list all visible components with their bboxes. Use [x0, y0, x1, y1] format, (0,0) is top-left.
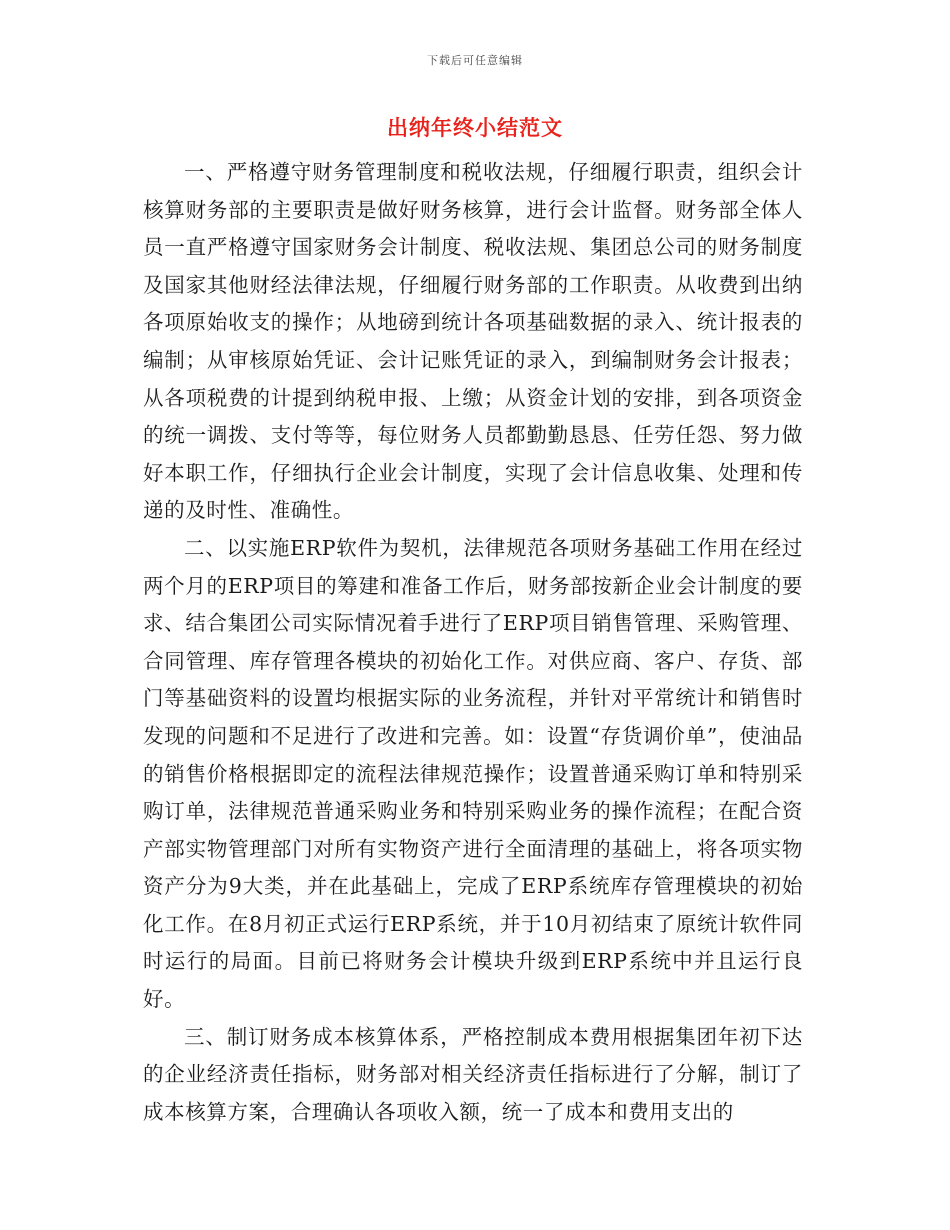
- paragraph-2: 二、以实施ERP软件为契机，法律规范各项财务基础工作用在经过两个月的ERP项目的筹建和准备工作后，财务部按新企业会计制度的要求、结合集团公司实际情况着手进行了ERP项目销售管理、采购管理、合同管理、库存管理各模块的初始化工作。对供应商、客户、存货、部门等基础资料的设置均根据实际的业务流程，并针对平常统计和销售时发现的问题和不足进行了改进和完善。如：设置“存货调价单”，使油品的销售价格根据即定的流程法律规范操作；设置普通采购订单和特别采购订单，法律规范普通采购业务和特别采购业务的操作流程；在配合资产部实物管理部门对所有实物资产进行全面清理的基础上，将各项实物资产分为9大类，并在此基础上，完成了ERP系统库存管理模块的初始化工作。在8月初正式运行ERP系统，并于10月初结束了原统计软件同时运行的局面。目前已将财务会计模块升级到ERP系统中并且运行良好。: [143, 535, 803, 1012]
- page-title: 出纳年终小结范文: [387, 116, 563, 140]
- paragraph-3: 三、制订财务成本核算体系，严格控制成本费用根据集团年初下达的企业经济责任指标，财务部对相关经济责任指标进行了分解，制订了成本核算方案，合理确认各项收入额，统一了成本和费用支出的: [143, 1024, 803, 1124]
- document-body: [143, 154, 803, 1131]
- download-note: 下载后可任意编辑: [427, 54, 523, 67]
- paragraph-1: 一、严格遵守财务管理制度和税收法规，仔细履行职责，组织会计核算财务部的主要职责是做好财务核算，进行会计监督。财务部全体人员一直严格遵守国家财务会计制度、税收法规、集团总公司的财务制度及国家其他财经法律法规，仔细履行财务部的工作职责。从收费到出纳各项原始收支的操作；从地磅到统计各项基础数据的录入、统计报表的编制；从审核原始凭证、会计记账凭证的录入，到编制财务会计报表；从各项税费的计提到纳税申报、上缴；从资金计划的安排，到各项资金的统一调拨、支付等等，每位财务人员都勤勤恳恳、任劳任怨、努力做好本职工作，仔细执行企业会计制度，实现了会计信息收集、处理和传递的及时性、准确性。: [143, 160, 803, 523]
